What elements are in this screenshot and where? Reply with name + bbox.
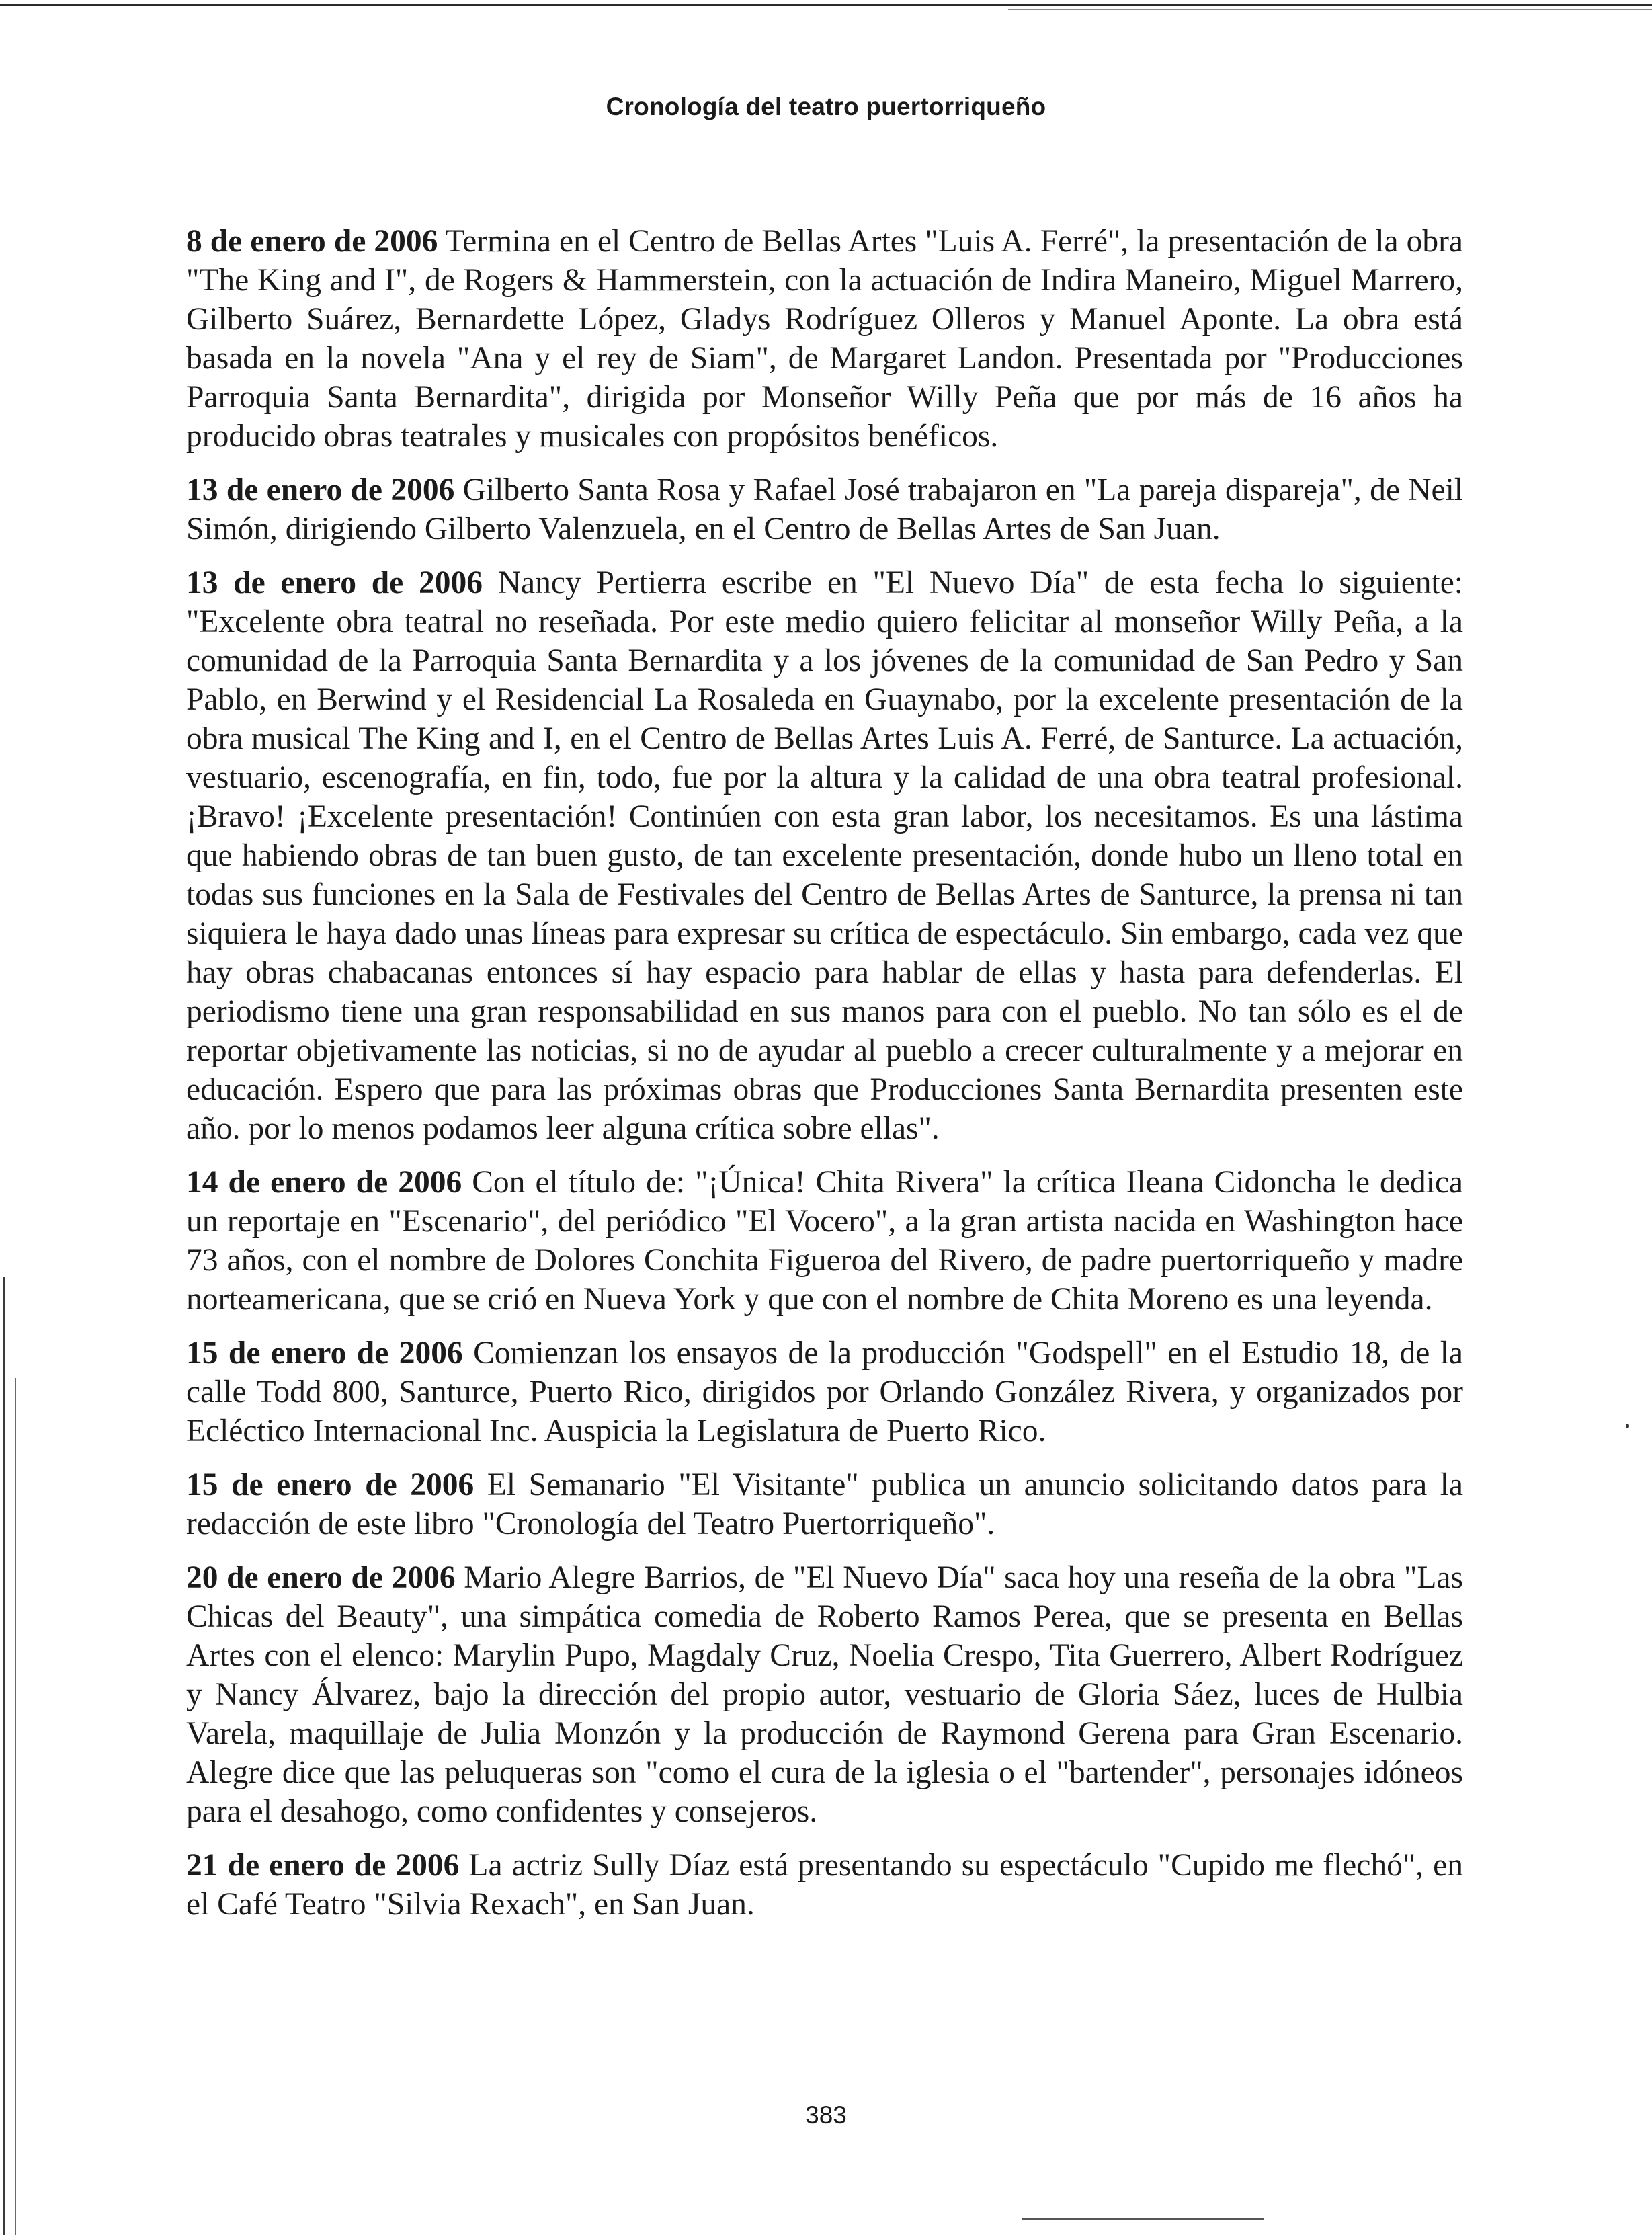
chronology-entry bbox=[186, 471, 1463, 548]
entry-text: Con el título de: "¡Única! Chita Rivera" la crítica Ileana Cidoncha le dedica un reportaje en "Escenario", del periódico "El Vocero", a la gran artista nacida en Washington hace 73 años, con el nombre de Dolores Conchita Figueroa del Rivero, de padre puertorriqueño y madre norteamericana, que se crió en Nueva York y que con el nombre de Chita Moreno es una leyenda. bbox=[186, 1165, 1463, 1317]
bottom-scan-rule bbox=[1022, 2218, 1264, 2220]
top-scan-rule bbox=[0, 4, 1652, 6]
entry-date: 14 de enero de 2006 bbox=[186, 1165, 462, 1200]
scan-speck bbox=[1626, 1424, 1629, 1428]
entry-text: La actriz Sully Díaz está presentando su espectáculo "Cupido me flechó", en el Café Teatro "Silvia Rexach", en San Juan. bbox=[186, 1848, 1463, 1922]
entry-text: Nancy Pertierra escribe en "El Nuevo Día" de esta fecha lo siguiente: "Excelente obra teatral no reseñada. Por este medio quiero felicitar al monseñor Willy Peña, a la comunidad de la Parroquia Santa Bernardita y a los jóvenes de la comunidad de San Pedro y San Pablo, en Berwind y el Residencial La Rosaleda en Guaynabo, por la excelente presentación de la obra musical The King and I, en el Centro de Bellas Artes Luis A. Ferré, de Santurce. La actuación, vestuario, escenografía, en fin, todo, fue por la altura y la calidad de una obra teatral profesional. ¡Bravo! ¡Excelente presentación! Continúen con esta gran labor, los necesitamos. Es una lástima que habiendo obras de tan buen gusto, de tan excelente presentación, donde hubo un lleno total en todas sus funciones en la Sala de Festivales del Centro de Bellas Artes de Santurce, la prensa ni tan siquiera le haya dado unas líneas para expresar su crítica de espectáculo. Sin embargo, cada vez que hay obras chabacanas entonces sí hay espacio para hablar de ellas y hasta para defenderlas. El periodismo tiene una gran responsabilidad en sus manos para con el pueblo. No tan sólo es el de reportar objetivamente las noticias, si no de ayudar al pueblo a crecer culturalmente y a mejorar en educación. Espero que para las próximas obras que Producciones Santa Bernardita presenten este año. por lo menos podamos leer alguna crítica sobre ellas". bbox=[186, 565, 1464, 1146]
entry-date: 13 de enero de 2006 bbox=[186, 473, 455, 507]
chronology-body bbox=[186, 222, 1463, 1939]
chronology-entry bbox=[186, 1334, 1463, 1451]
entry-date: 15 de enero de 2006 bbox=[186, 1336, 463, 1371]
entry-text: El Semanario "El Visitante" publica un anuncio solicitando datos para la redacción de este libro "Cronología del Teatro Puertorriqueño". bbox=[186, 1467, 1463, 1541]
entry-date: 20 de enero de 2006 bbox=[186, 1560, 456, 1595]
entry-date: 21 de enero de 2006 bbox=[186, 1848, 460, 1883]
entry-date: 8 de enero de 2006 bbox=[186, 224, 438, 259]
entry-date: 15 de enero de 2006 bbox=[186, 1467, 474, 1502]
page-number: 383 bbox=[805, 2101, 847, 2129]
entry-text: Mario Alegre Barrios, de "El Nuevo Día" saca hoy una reseña de la obra "Las Chicas del Beauty", una simpática comedia de Roberto Ramos Perea, que se presenta en Bellas Artes con el elenco: Marylin Pupo, Magdaly Cruz, Noelia Crespo, Tita Guerrero, Albert Rodríguez y Nancy Álvarez, bajo la dirección del propio autor, vestuario de Gloria Sáez, luces de Hulbia Varela, maquillaje de Julia Monzón y la producción de Raymond Gerena para Gran Escenario. Alegre dice que las peluqueras son "como el cura de la iglesia o el "bartender", personajes idóneos para el desahogo, como confidentes y consejeros. bbox=[186, 1560, 1463, 1829]
chronology-entry bbox=[186, 222, 1463, 456]
running-head: Cronología del teatro puertorriqueño bbox=[606, 93, 1046, 120]
entry-date: 13 de enero de 2006 bbox=[186, 565, 483, 600]
entry-text: Termina en el Centro de Bellas Artes "Luis A. Ferré", la presentación de la obra "The King and I", de Rogers & Hammerstein, con la actuación de Indira Maneiro, Miguel Marrero, Gilberto Suárez, Bernardette López, Gladys Rodríguez Olleros y Manuel Aponte. La obra está basada en la novela "Ana y el rey de Siam", de Margaret Landon. Presentada por "Producciones Parroquia Santa Bernardita", dirigida por Monseñor Willy Peña que por más de 16 años ha producido obras teatrales y musicales con propósitos benéficos. bbox=[186, 224, 1463, 454]
left-margin-scan-rule bbox=[3, 1277, 5, 2235]
entry-text: Comienzan los ensayos de la producción "Godspell" en el Estudio 18, de la calle Todd 800, Santurce, Puerto Rico, dirigidos por Orlando González Rivera, y organizados por Ecléctico Internacional Inc. Auspicia la Legislatura de Puerto Rico. bbox=[186, 1336, 1463, 1449]
top-scan-rule-thin bbox=[1008, 9, 1652, 10]
entry-text: Gilberto Santa Rosa y Rafael José trabajaron en "La pareja dispareja", de Neil Simón, dirigiendo Gilberto Valenzuela, en el Centro de Bellas Artes de San Juan. bbox=[186, 473, 1463, 546]
chronology-entry bbox=[186, 1163, 1463, 1319]
chronology-entry bbox=[186, 1465, 1463, 1543]
chronology-entry bbox=[186, 563, 1463, 1148]
chronology-entry bbox=[186, 1558, 1463, 1831]
chronology-entry bbox=[186, 1846, 1463, 1924]
